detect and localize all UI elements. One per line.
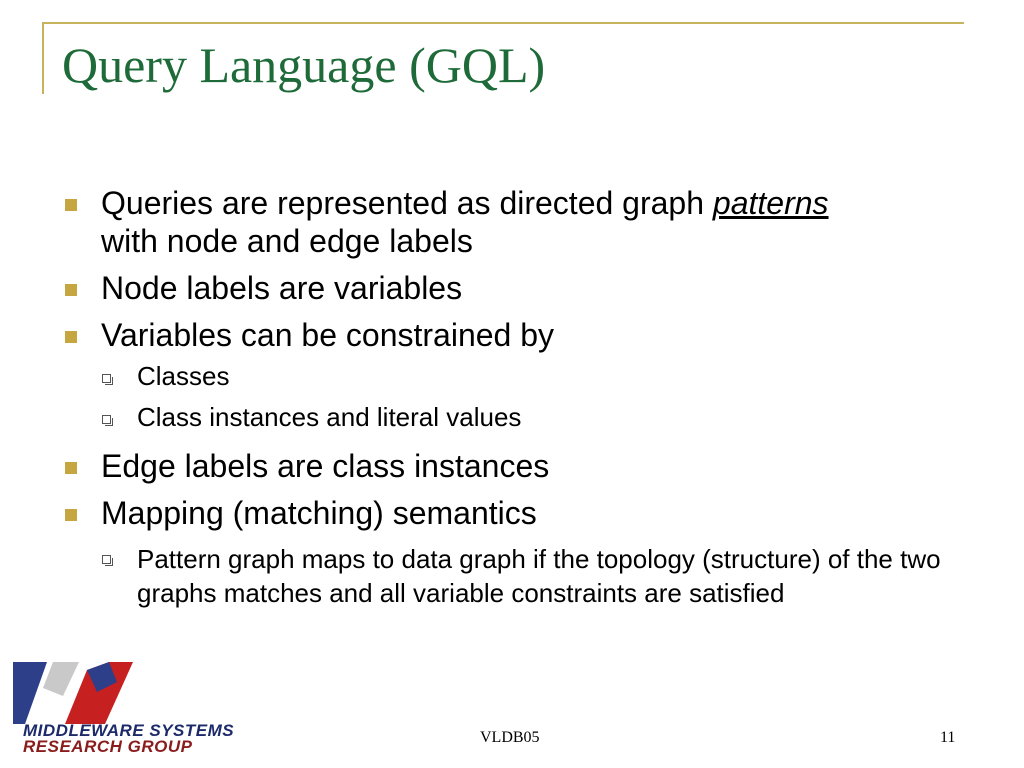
bullet-text-continued: with node and edge labels (101, 223, 473, 259)
bullet-text: Queries are represented as directed graph (101, 185, 713, 221)
title-frame-left-line (42, 22, 44, 94)
square-bullet-icon (65, 284, 77, 296)
bullet-item-node-labels (62, 269, 982, 307)
bullet-item-mapping (62, 494, 982, 532)
square-bullet-icon (65, 331, 77, 343)
bullet-text: Variables can be constrained by (101, 317, 555, 353)
sub-bullet-text: Class instances and literal values (137, 402, 522, 432)
square-bullet-icon (65, 462, 77, 474)
sub-bullet-text: Classes (137, 361, 230, 391)
bullet-item-edge-labels (62, 447, 982, 485)
msrg-logo (10, 662, 242, 758)
sub-bullet-item-pattern-graph (62, 542, 982, 610)
slide-number: 11 (940, 729, 956, 746)
sub-bullet-text: Pattern graph maps to data graph if the topology (structure) of the two graphs matches and all variable constraints are satisfied (137, 544, 941, 608)
bullet-item-queries (62, 184, 982, 260)
hollow-square-bullet-icon (102, 555, 111, 564)
bullet-text: Node labels are variables (101, 270, 463, 306)
title-frame-top-line (42, 22, 964, 24)
logo-text-line-1: MIDDLEWARE SYSTEMS (23, 721, 235, 740)
slide-title: Query Language (GQL) (62, 37, 546, 93)
footer-label: VLDB05 (480, 729, 540, 746)
bullet-text: Edge labels are class instances (101, 448, 550, 484)
sub-bullet-item-class-instances (62, 402, 982, 433)
square-bullet-icon (65, 199, 77, 211)
hollow-square-bullet-icon (102, 415, 111, 424)
emphasized-term: patterns (712, 185, 829, 221)
sub-bullet-item-classes (62, 361, 982, 392)
msrg-logo-mark-icon (13, 662, 133, 724)
bullet-item-variables (62, 316, 982, 354)
hollow-square-bullet-icon (102, 374, 111, 383)
slide-content (62, 184, 982, 620)
bullet-text: Mapping (matching) semantics (101, 495, 537, 531)
square-bullet-icon (65, 509, 77, 521)
logo-text-line-2: RESEARCH GROUP (23, 737, 193, 756)
